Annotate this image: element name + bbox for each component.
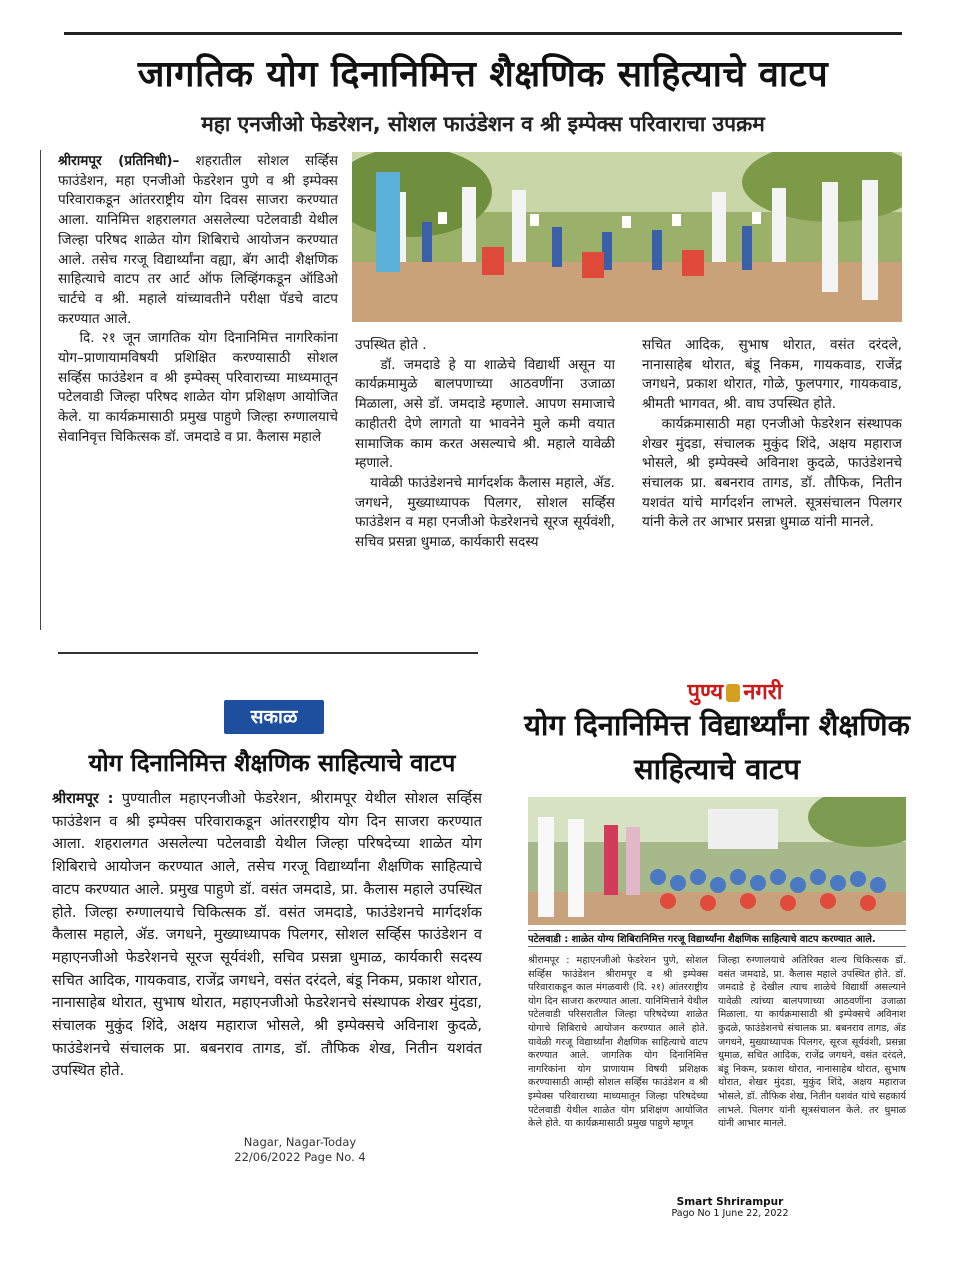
- punya-nagari-logo-left: पुण्य: [687, 680, 724, 705]
- clip1-column-3: [642, 336, 902, 630]
- lamp-icon: [726, 684, 740, 702]
- punya-nagari-logo: [640, 676, 830, 705]
- clip1-column-2: [355, 336, 615, 630]
- clip1-para-5: यावेळी फाउंडेशनचे मार्गदर्शक कैलास महाले, ॲड. जगधने, मुख्याध्यापक पिलगर, सोशल सर्व्हिस फाउंडेशन व महा एनजीओ फेडरेशनचे सूरज सूर्यवंशी, सचिव प्रसन्ना धुमाळ, कार्यकारी सदस्य: [355, 474, 615, 551]
- clip3-text-1: श्रीरामपूर : महाएनजीओ फेडरेशन पुणे, सोशल सर्व्हिस फाउंडेशन श्रीरामपूर व श्री इम्पेक्स परिवाराकडून काल मंगळवारी (दि. २१) आंतरराष्ट्रीय योग दिन साजरा करण्यात आला. यानिमित्ताने येथील पटेलवाडी परिसरातील जिल्हा परिषदेच्या शाळेत योगाचे शिबिराचे आयोजन करण्यात आले होते. यावेळी गरजू विद्यार्थ्यांना शैक्षणिक साहित्याचे वाटप करण्यात आले. जागतिक योग दिनानिमित्त नागरिकांना योग प्राणायाम विषयी प्रशिक्षक करण्यासाठी आम्ही सोशल सर्व्हिस फाउंडेशन व श्री इम्पेक्स परिवाराच्या माध्यमातून जिल्हा परिषदेच्या पटेलवाडी येथील शाळेत योग प्रशिक्षण आयोजित केले होते. या कार्यक्रमासाठी प्रमुख पाहुणे म्हणून: [528, 955, 708, 1130]
- column-border: [40, 150, 41, 630]
- group-photo-1: [352, 152, 902, 322]
- clip2-source: [200, 1135, 400, 1165]
- group-photo-2: [528, 797, 906, 925]
- dateline-2: श्रीरामपूर :: [52, 790, 114, 807]
- clip3-source-name: Smart Shrirampur: [676, 1196, 784, 1208]
- sakal-logo: सकाळ: [224, 700, 324, 734]
- top-rule: [64, 32, 902, 35]
- clip3-source: [660, 1196, 800, 1220]
- clip1-para-1: शहरातील सोशल सर्व्हिस फाउंडेशन, महा एनजीओ फेडरेशन पुणे व श्री इम्पेक्स परिवाराकडून आंतरराष्ट्रीय योग दिवस साजरा करण्यात आला. यानिमित्त शहरालगत असलेल्या पटेलवाडी येथील जिल्हा परिषद शाळेत योग शिबिराचे आयोजन करण्यात आले. तसेच गरजू विद्यार्थ्यांना वह्या, बॅग आदी शैक्षणिक साहित्याचे वाटप तर आर्ट ऑफ लिव्हिंगकडून ऑडिओ चार्टचे व श्री. महाले यांच्यावतीने परीक्षा पॅडचे वाटप करण्यात आले.: [58, 153, 338, 327]
- headline-1: जागतिक योग दिनानिमित्त शैक्षणिक साहित्याचे वाटप: [137, 54, 829, 95]
- clip2-source-date: 22/06/2022 Page No. 4: [234, 1150, 366, 1164]
- clip3-column-2: [718, 954, 906, 1190]
- clip2-source-name: Nagar, Nagar-Today: [243, 1135, 357, 1149]
- section-separator: [58, 652, 478, 654]
- clip1-para-3: उपस्थित होते .: [355, 337, 427, 353]
- dateline-1: श्रीरामपूर (प्रतिनिधी)–: [58, 153, 180, 169]
- subheadline-1: महा एनजीओ फेडरेशन, सोशल फाउंडेशन व श्री इम्पेक्स परिवाराचा उपक्रम: [201, 112, 765, 136]
- clip1-para-7: कार्यक्रमासाठी महा एनजीओ फेडरेशन संस्थापक शेखर मुंदडा, संचालक मुकुंद शिंदे, अक्षय महाराज भोसले, श्री इम्पेक्स्चे अविनाश कुदळे, फाउंडेशनचे संचालक प्रा. बबनराव तागड, डॉ. तौफिक, नितीन यशवंत यांचे मार्गदर्शन लाभले. सूत्रसंचालन पिलगर यांनी केले तर आभार प्रसन्ना धुमाळ यांनी मानले.: [642, 415, 902, 531]
- clip1-para-4: डॉ. जमदाडे हे या शाळेचे विद्यार्थी असून या कार्यक्रमामुळे बालपणाच्या आठवणींना उजाळा मिळाला, असे डॉ. जमदाडे म्हणाले. आपण समाजाचे काहीतरी देणे लागतो या भावनेने मुले कमी वयात सामाजिक काम करत असल्याचे श्री. महाले यावेळी म्हणाले.: [355, 356, 615, 472]
- clip3-column-1: [528, 954, 708, 1190]
- clip2-body: [52, 788, 482, 1138]
- punya-nagari-logo-right: नगरी: [743, 680, 783, 705]
- photo-caption: पटेलवाडी : शाळेत योग्य शिबिरानिमित्त गरजू विद्यार्थ्यांना शैक्षणिक साहित्याचे वाटप करण्यात आले.: [528, 930, 906, 947]
- clip3-source-date: Pago No 1 June 22, 2022: [671, 1208, 789, 1219]
- clip1-column-1: [58, 152, 338, 632]
- clip1-para-2: दि. २१ जून जागतिक योग दिनानिमित्त नागरिकांना योग–प्राणायामविषयी प्रशिक्षित करण्यासाठी सोशल सर्व्हिस फाउंडेशन व श्री इम्पेक्स् परिवाराच्या माध्यमातून पटेलवाडी जिल्हा परिषद शाळेत योग प्रशिक्षण आयोजित केले. या कार्यक्रमासाठी प्रमुख पाहुणे जिल्हा रुग्णालयाचे सेवानिवृत्त चिकित्सक डॉ. जमदाडे व प्रा. कैलास महाले: [58, 330, 338, 445]
- headline-3: योग दिनानिमित्त विद्यार्थ्यांना शैक्षणिक साहित्याचे वाटप: [524, 708, 910, 786]
- clip2-text: पुण्यातील महाएनजीओ फेडरेशन, श्रीरामपूर येथील सोशल सर्व्हिस फाउंडेशन व श्री इम्पेक्स परिवाराकडून आंतरराष्ट्रीय योग दिन साजरा करण्यात आला. शहरालगत असलेल्या पटेलवाडी येथील जिल्हा परिषदेच्या शाळेत योग शिबिराचे आयोजन करण्यात आले, तसेच गरजू विद्यार्थ्यांना शैक्षणिक साहित्याचे वाटप करण्यात आले. प्रमुख पाहुणे डॉ. वसंत जमदाडे, प्रा. कैलास महाले उपस्थित होते. जिल्हा रुग्णालयाचे चिकित्सक डॉ. वसंत जमदाडे, फाउंडेशनचे मार्गदर्शक कैलास महाले, ॲड. जगधने, मुख्याध्यापक पिलगर, सोशल सर्व्हिस फाउंडेशन व महाएनजीओ फेडरेशनचे सूरज सूर्यवंशी, सचिव प्रसन्ना धुमाळ, कार्यकारी सदस्य सचित आदिक, गायकवाड, राजेंद्र जगधने, वसंत दरंदले, बंडू निकम, प्रकाश थोरात, नानासाहेब थोरात, सुभाष थोरात, महाएनजीओ फेडरेशनचे संस्थापक शेखर मुंदडा, संचालक मुकुंद शिंदे, अक्षय महाराज भोसले, श्री इम्पेक्सचे अविनाश कुदळे, फाउंडेशनचे संचालक प्रा. बबनराव तागड, डॉ. तौफिक शेख, नितीन यशवंत उपस्थित होते.: [52, 790, 482, 1080]
- headline-2: योग दिनानिमित्त शैक्षणिक साहित्याचे वाटप: [88, 749, 456, 777]
- clip3-text-2: जिल्हा रुग्णालयाचे अतिरिक्त शल्य चिकित्सक डॉ. वसंत जमदाडे, प्रा. कैलास महाले उपस्थित होते. डॉ. जमदाडे हे देखील त्याच शाळेचे विद्यार्थी असल्याने यावेळी त्यांच्या बालपणाच्या आठवणींना उजाळा मिळाला. या कार्यक्रमासाठी श्री इम्पेक्सचे अविनाश कुदळे, फाउंडेशनचे संचालक प्रा. बबनराव तागड, ॲड जगधने, मुख्याध्यापक पिलगर, सूरज सूर्यवंशी, प्रसन्ना धुमाळ, सचित आदिक, राजेंद्र जगधने, वसंत दरंदले, बंडू निकम, प्रकाश थोरात, नानासाहेब थोरात, सुभाष थोरात, शेखर मुंदडा, मुकुंद शिंदे, अक्षय महाराज भोसले, डॉ. तौफिक शेख, नितीन यशवंत यांचे सहकार्य लाभले. पिलगर यांनी सूत्रसंचालन केले. तर धुमाळ यांनी आभार मानले.: [718, 955, 906, 1130]
- clip1-para-6: सचित आदिक, सुभाष थोरात, वसंत दरंदले, नानासाहेब थोरात, बंडू निकम, गायकवाड, राजेंद्र जगधने, प्रकाश थोरात, गोळे, फुलपगार, गायकवाड, श्रीमती भागवत, श्री. वाघ उपस्थित होते.: [642, 337, 902, 413]
